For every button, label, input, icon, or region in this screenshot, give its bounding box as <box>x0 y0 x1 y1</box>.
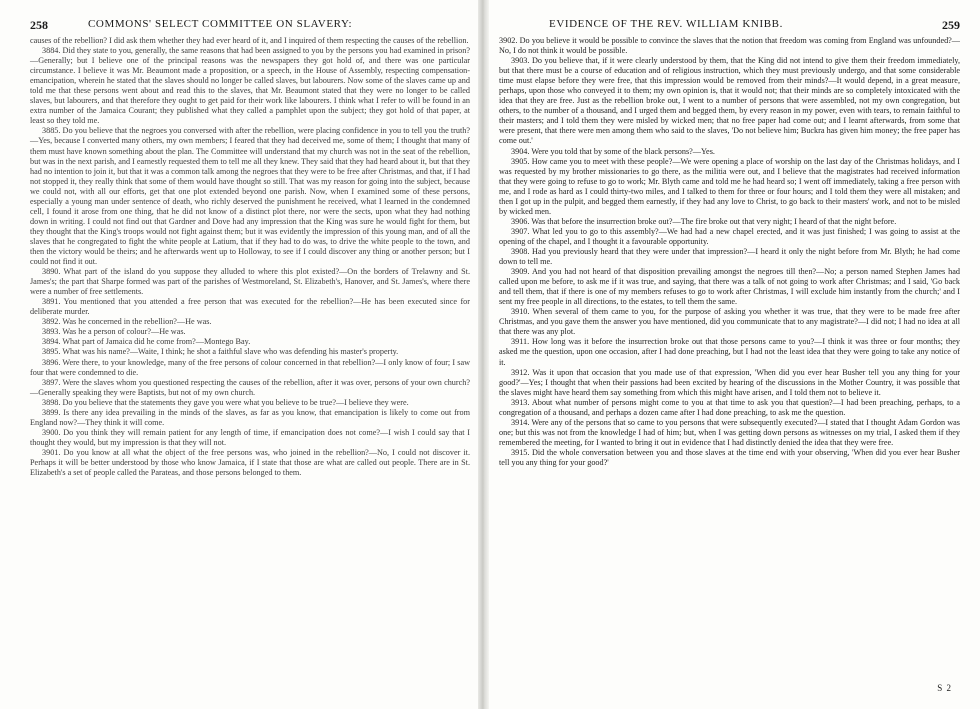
printer-signature-mark: S 2 <box>937 683 952 693</box>
book-gutter <box>478 0 489 709</box>
paragraph: 3899. Is there any idea prevailing in the minds of the slaves, as far as you know, that emancipation is likely to come out from England now?—They think it will come. <box>30 407 470 427</box>
paragraph: 3906. Was that before the insurrection broke out?—The fire broke out that very night; I heard of that the night before. <box>511 216 897 226</box>
paragraph: 3905. How came you to meet with these people?—We were opening a place of worship on the last day of the Christmas holidays, and I was requested by my brother missionaries to go there, as the militia were out, and I believe that the magistrates had received information that they were going to refuse to go to work; Mr. Blyth came and told me he had heard so; I went off immediately, taking a free person with me, and I rode as hard as I could thirty-two miles, and I talked to them for three or four hours; and I told them they were all mistaken; and then I got up in the pulpit, and begged them earnestly, if they had any love to Christ, to go back to their masters' work, and not to be misled by wicked men. <box>499 156 960 216</box>
paragraph: 3891. You mentioned that you attended a free person that was executed for the rebellion?—He has been executed since for deliberate murder. <box>30 297 470 317</box>
paragraph: 3909. And you had not heard of that disposition prevailing amongst the negroes till then?—No; a person named Stephen James had called upon me before, to ask me if it was true, and saying, that there was a talk of not going to work after Christmas; and I said, 'Go back and tell them, that if there is one of my members refuses to go to work after Christmas, I will exclude him instantly from the church;' and I sent my free people in all directions, to the estates, to tell them the same. <box>499 267 960 307</box>
paragraph: 3890. What part of the island do you suppose they alluded to where this plot existed?—On the borders of Trelawny and St. James's; the part that Sharpe formed was part of the parishes of Westmoreland, St. Elizabeth's, Hanover, and St. James's, where there were a number of free settlements. <box>30 267 470 297</box>
paragraph: 3911. How long was it before the insurrection broke out that those persons came to you?—I think it was three or four months; they asked me the question, upon one occasion, after I had done preaching, but I had not the least idea that they were going to take any notice of it. <box>499 337 960 367</box>
left-page-title: COMMONS' SELECT COMMITTEE ON SLAVERY: <box>88 18 353 30</box>
paragraph: 3913. About what number of persons might come to you at that time to ask you that question?—I had been preaching, perhaps, to a congregation of a thousand, and perhaps a dozen came after I had done preaching, to ask me the question. <box>499 397 960 417</box>
paragraph: 3897. Were the slaves whom you questioned respecting the causes of the rebellion, after it was over, persons of your own church?—Generally speaking they were Baptists, but not of my own church. <box>30 377 470 397</box>
paragraph: 3908. Had you previously heard that they were under that impression?—I heard it only the night before from Mr. Blyth; he had come down to tell me. <box>499 246 960 267</box>
paragraph: 3907. What led you to go to this assembly?—We had had a new chapel erected, and it was just finished; I was going to assist at the opening of the chapel, and I thought it a favourable opportunity. <box>499 226 960 246</box>
paragraph: 3915. Did the whole conversation between you and those slaves at the time end with your observing, 'When did you ever hear Busher tell you any thing for your good?' <box>499 447 960 467</box>
paragraph: 3896. Were there, to your knowledge, many of the free persons of colour concerned in that rebellion?—I only know of four; I saw four that were condemned to die. <box>30 357 470 377</box>
paragraph: 3892. Was he concerned in the rebellion?—He was. <box>42 317 212 327</box>
left-body-text <box>30 36 470 478</box>
left-page <box>0 0 478 709</box>
paragraph: 3901. Do you know at all what the object of the free persons was, who joined in the rebellion?—No, I could not discover it. Perhaps it will be better understood by those who know Jamaica, if I state that those are what are called out people. There are in St. Elizabeth's a set of people called the Parateas, and those persons belonged to them. <box>30 447 470 478</box>
right-running-head <box>499 18 960 32</box>
paragraph: 3893. Was he a person of colour?—He was. <box>42 327 186 337</box>
paragraph: 3903. Do you believe that, if it were clearly understood by them, that the King did not intend to give them their freedom immediately, but that there must be a course of education and of religious instruction, which they must previously undergo, and that some considerable time must elapse before they were free, that this impression would be removed from their minds?—It would depend, in a great measure, perhaps, upon those who conveyed it to them; my own opinion is, that it would not; that their minds are so completely intoxicated with the idea that they are free. Just as the rebellion broke out, I went to a number of persons that were assembled, not my own congregation, but others, to the number of a thousand, and I urged them and begged them, by every reason in my power, even with tears, to remain faithful to their masters; and I told them they were misled by wicked men; that no free paper had come out; and I learnt afterwards, from some that were present, that there were men among them who said to the slaves, 'Do not believe him; Buckra has given him money; the free paper has come out.' <box>499 56 960 146</box>
left-running-head <box>30 18 470 32</box>
paragraph: 3898. Do you believe that the statements they gave you were what you believe to be true?—I believe they were. <box>42 397 409 407</box>
paragraph: 3910. When several of them came to you, for the purpose of asking you whether it was true, that they were to be made free after Christmas, and you gave them the answer you have mentioned, did you communicate that to any magistrate?—I did not; I had no idea at all that there was any plot. <box>499 307 960 337</box>
paragraph: 3894. What part of Jamaica did he come from?—Montego Bay. <box>42 337 251 347</box>
paragraph: 3904. Were you told that by some of the black persons?—Yes. <box>511 146 715 156</box>
paragraph: 3895. What was his name?—Waite, I think; he shot a faithful slave who was defending his master's property. <box>42 347 399 357</box>
paragraph: causes of the rebellion? I did ask them whether they had ever heard of it, and I inquired of them respecting the causes of the rebellion. <box>30 36 469 45</box>
right-body-text <box>499 36 960 468</box>
paragraph: 3900. Do you think they will remain patient for any length of time, if emancipation does not come?—I wish I could say that I thought they would, but my impression is that they will not. <box>30 427 470 447</box>
left-page-number: 258 <box>30 18 48 32</box>
right-page-title: EVIDENCE OF THE REV. WILLIAM KNIBB. <box>549 18 783 30</box>
right-page-number: 259 <box>942 18 960 32</box>
paragraph: 3884. Did they state to you, generally, the same reasons that had been assigned to you by the persons you had examined in prison?—Generally; but I believe one of the principal reasons was the newspapers they got hold of, and there was one particular circumstance. I believe it was Mr. Beaumont made a proposition, or a speech, in the House of Assembly, respecting compensation-emancipation, wherein he stated that the slaves should no longer be called slaves, but labourers. Now some of the slaves came up and told me that these persons went about and read this to the slaves, that Mr. Beaumont stated that they were no longer to be called slaves, but labourers, and that therefore they ought to get paid for their work like labourers. I think what I refer to will be found in an extra number of the Jamaica Courant; they published what they called a pamphlet upon the subject; they got hold of that paper, at least so they told me. <box>30 46 470 126</box>
right-page <box>489 0 980 709</box>
paragraph: 3914. Were any of the persons that so came to you persons that were subsequently executed?—I stated that I thought Adam Gordon was one; but this was not from the knowledge I had of him; but, when I was getting down persons as witnesses on my trial, I asked them if they remembered the meeting, for I wanted to bring it out in evidence that I had distinctly denied the idea that they were free. <box>499 417 960 447</box>
paragraph: 3885. Do you believe that the negroes you conversed with after the rebellion, were placing confidence in you to tell you the truth?—Yes, because I converted many others, my own members; I feared that they had deceived me, some of them; I thought that many of them must have known something about the plan. The Committee will understand that my church was not in the seat of the rebellion, but was in the next parish, and I earnestly requested them to tell me all they knew. They said that they had heard about it, but that they had no intention to join it, but that it was a common talk among the negroes that they were to be free after Christmas, and that, if I had not stopped it, they really think that some of them would have thought so still. That was my reason for going into the subject, because we could not, with all our efforts, get that one plot extended beyond one parish. Now, when I examined some of these persons, especially a young man under sentence of death, who richly deserved the punishment he received, what I learned in the condemned cell, I found it arose from one thing, that he did not know of a distinct plot there, nor were the sects, upon what they had nothing down in writing. I could not find out that Gardner and Dove had any impression that the King was sure he would fight for them, but they thought that the King's troops would not fight against them; but it was evidently the impression of this young man, and of all the slaves that he congregated to fight the white people at Latium, that if they had to do was, to drive the white people to the town, and then the victory would be theirs; and he afterwards went up to Holloway, to see if I could discover any thing or another person; but I could not find it out. <box>30 126 470 267</box>
paragraph: 3912. Was it upon that occasion that you made use of that expression, 'When did you ever hear Busher tell you any thing for your good?'—Yes; I thought that when their passions had been excited by hearing of the discussions in the Mother Country, it was possible that the slaves might have heard them say something from which this might have arisen, and I told them not to believe it. <box>499 367 960 397</box>
paragraph: 3902. Do you believe it would be possible to convince the slaves that the notion that freedom was coming from England was unfounded?—No, I do not think it would be possible. <box>499 36 960 56</box>
